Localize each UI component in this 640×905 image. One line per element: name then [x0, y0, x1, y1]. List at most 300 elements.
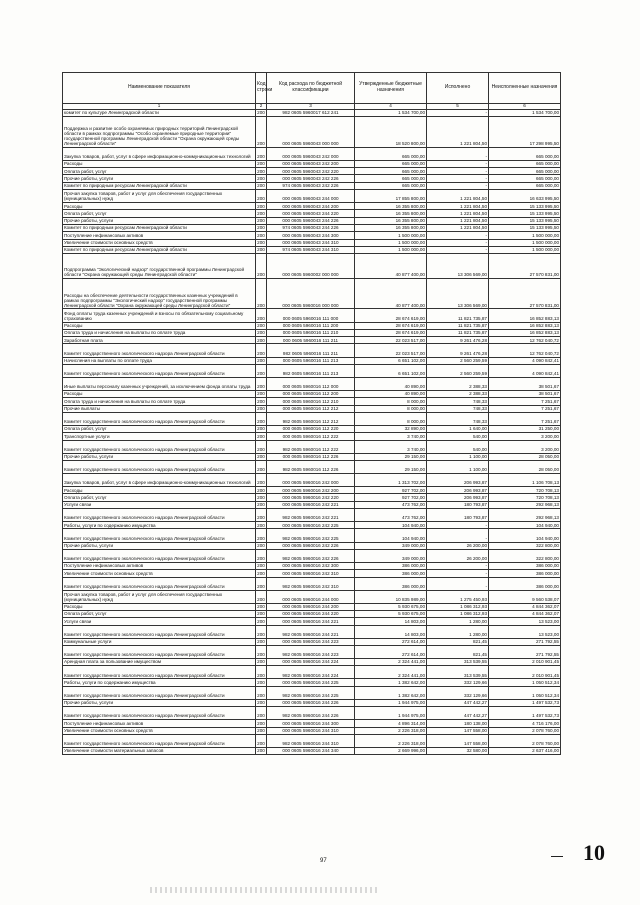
row-line-code: 200 — [257, 240, 265, 246]
table-row — [63, 405, 561, 412]
row-unexecuted-amount: 386 000,00 — [489, 577, 561, 590]
row-executed-amount: - — [427, 522, 489, 529]
table-row — [63, 246, 561, 253]
table-row — [63, 549, 561, 562]
row-approved-amount: 8 000,00 — [355, 405, 427, 412]
row-kbk-code: 982 0605 5960016 244 223 — [267, 645, 355, 658]
row-kbk-code: 000 0605 5960016 244 225 — [267, 679, 355, 686]
row-kbk-code: 000 0605 5960016 244 221 — [267, 618, 355, 625]
row-name: Коммунальные услуги — [63, 638, 256, 645]
row-line-code: 200 — [257, 454, 265, 460]
row-kbk-code: 000 0605 5960016 242 310 — [267, 570, 355, 577]
row-executed-amount: 1 100,00 — [427, 460, 489, 473]
row-name: Закупка товаров, работ, услуг в сфере информационно-коммуникационных технологий — [63, 474, 256, 487]
row-line-code: 200 — [256, 440, 267, 453]
footer-dash — [551, 856, 563, 857]
row-line-code: 200 — [256, 686, 267, 699]
row-approved-amount: 927 702,00 — [355, 494, 427, 501]
row-approved-amount: 349 000,00 — [355, 542, 427, 549]
row-line-code: 200 — [256, 734, 267, 747]
row-approved-amount: 2 226 318,00 — [355, 734, 427, 747]
row-approved-amount: 28 674 619,00 — [355, 329, 427, 336]
column-number: 3 — [267, 104, 355, 110]
row-line-code: 200 — [257, 679, 265, 685]
row-executed-amount: - — [427, 577, 489, 590]
row-unexecuted-amount: 28 050,00 — [489, 460, 561, 473]
row-unexecuted-amount: 1 050 512,34 — [489, 679, 561, 686]
row-unexecuted-amount: 38 501,67 — [489, 391, 561, 398]
row-line-code: 200 — [257, 433, 265, 439]
row-name: Прочие работы, услуги — [63, 453, 256, 460]
header-line-code: Код строки — [256, 73, 267, 104]
row-executed-amount: 1 221 804,50 — [427, 117, 489, 148]
row-name: Подпрограмма "Экологический надзор" государственной программы Ленинградской области "Охрана окружающей среды Ленинградской области" — [63, 254, 256, 279]
row-executed-amount: 180 793,87 — [427, 509, 489, 522]
table-row — [63, 412, 561, 425]
row-executed-amount: 313 539,55 — [427, 666, 489, 679]
row-kbk-code: 982 0605 5960016 244 224 — [267, 666, 355, 679]
row-unexecuted-amount: 665 000,00 — [489, 168, 561, 175]
row-kbk-code: 982 0605 5960016 112 222 — [267, 440, 355, 453]
row-executed-amount: 147 558,00 — [427, 727, 489, 734]
row-kbk-code: 000 0605 5960016 111 200 — [267, 322, 355, 329]
row-name: Работы, услуги по содержанию имущества — [63, 522, 256, 529]
column-number: 5 — [427, 104, 489, 110]
row-executed-amount: 821,45 — [427, 645, 489, 658]
row-line-code: 200 — [257, 522, 265, 528]
table-row — [63, 625, 561, 638]
row-approved-amount: 40 890,00 — [355, 377, 427, 390]
row-unexecuted-amount: 720 708,13 — [489, 494, 561, 501]
row-approved-amount: 1 382 642,00 — [355, 679, 427, 686]
row-unexecuted-amount: 1 497 532,73 — [489, 699, 561, 706]
row-name: Комитет государственного экологического надзора Ленинградской области — [63, 666, 256, 679]
row-line-code: 200 — [257, 398, 265, 404]
row-executed-amount: 9 261 476,28 — [427, 337, 489, 344]
row-approved-amount: 927 702,00 — [355, 487, 427, 494]
row-unexecuted-amount: 2 010 901,45 — [489, 666, 561, 679]
table-row — [63, 254, 561, 279]
row-executed-amount: 1 221 804,50 — [427, 217, 489, 224]
row-line-code: 200 — [257, 611, 265, 617]
row-name: Услуги связи — [63, 618, 256, 625]
row-approved-amount: 386 000,00 — [355, 577, 427, 590]
row-kbk-code: 000 0605 5960043 244 220 — [267, 210, 355, 217]
row-kbk-code: 000 0605 5960016 242 000 — [267, 474, 355, 487]
row-name: Прочие работы, услуги — [63, 542, 256, 549]
row-executed-amount: - — [427, 529, 489, 542]
row-kbk-code: 000 0605 5960016 244 340 — [267, 747, 355, 754]
row-line-code: 200 — [256, 190, 267, 203]
table-row — [63, 357, 561, 364]
row-kbk-code: 000 0605 5960016 242 225 — [267, 522, 355, 529]
row-name: Прочая закупка товаров, работ и услуг для обеспечения государственных (муниципальных) нужд — [63, 590, 256, 603]
row-unexecuted-amount: 271 792,55 — [489, 645, 561, 658]
row-unexecuted-amount: 27 570 831,00 — [489, 254, 561, 279]
row-kbk-code: 982 0605 5960016 242 225 — [267, 529, 355, 542]
row-approved-amount: 1 500 000,00 — [355, 239, 427, 246]
table-row — [63, 217, 561, 224]
row-kbk-code: 000 0605 5960016 244 224 — [267, 659, 355, 666]
row-kbk-code: 982 0605 5960017 612 241 — [267, 110, 355, 117]
row-executed-amount: 447 442,27 — [427, 699, 489, 706]
budget-report-table — [62, 72, 561, 755]
row-approved-amount: 22 023 517,00 — [355, 337, 427, 344]
row-line-code: 200 — [256, 254, 267, 279]
row-executed-amount: 11 821 735,87 — [427, 329, 489, 336]
row-line-code: 200 — [257, 570, 265, 576]
row-unexecuted-amount: 1 500 000,00 — [489, 232, 561, 239]
row-line-code: 200 — [257, 720, 265, 726]
row-line-code: 200 — [257, 659, 265, 665]
row-unexecuted-amount: 386 000,00 — [489, 570, 561, 577]
row-unexecuted-amount: 292 968,13 — [489, 509, 561, 522]
row-unexecuted-amount: 15 133 995,50 — [489, 210, 561, 217]
row-approved-amount: 18 520 800,00 — [355, 117, 427, 148]
table-row — [63, 570, 561, 577]
table-row — [63, 182, 561, 189]
row-kbk-code: 982 0605 5960016 244 221 — [267, 625, 355, 638]
row-approved-amount: 349 000,00 — [355, 549, 427, 562]
row-kbk-code: 000 0605 5960016 112 220 — [267, 425, 355, 432]
row-unexecuted-amount: 1 500 000,00 — [489, 239, 561, 246]
table-row — [63, 309, 561, 322]
table-row — [63, 190, 561, 203]
row-line-code: 200 — [256, 645, 267, 658]
row-name: Комитет государственного экологического надзора Ленинградской области — [63, 645, 256, 658]
table-row — [63, 175, 561, 182]
row-approved-amount: 32 890,00 — [355, 425, 427, 432]
row-name: Закупка товаров, работ, услуг в сфере информационно-коммуникационных технологий — [63, 147, 256, 160]
row-kbk-code: 000 0605 5960043 242 226 — [267, 175, 355, 182]
row-executed-amount: 1 086 312,93 — [427, 611, 489, 618]
header-unexecuted-assignments: Неисполненные назначения — [489, 73, 561, 104]
row-kbk-code: 974 0605 5960043 242 226 — [267, 182, 355, 189]
row-approved-amount: 17 855 800,00 — [355, 190, 427, 203]
row-approved-amount: 29 150,00 — [355, 460, 427, 473]
row-executed-amount: - — [427, 562, 489, 569]
row-line-code: 200 — [257, 168, 265, 174]
row-approved-amount: 665 000,00 — [355, 160, 427, 167]
row-name: Прочие выплаты — [63, 405, 256, 412]
table-row — [63, 391, 561, 398]
row-line-code: 200 — [257, 494, 265, 500]
table-row — [63, 425, 561, 432]
row-executed-amount: - — [427, 168, 489, 175]
row-line-code: 200 — [256, 549, 267, 562]
table-row — [63, 147, 561, 160]
table-row — [63, 494, 561, 501]
header-budget-classification-code: Код расхода по бюджетной классификации — [267, 73, 355, 104]
row-approved-amount: 10 835 989,00 — [355, 590, 427, 603]
row-unexecuted-amount: 38 501,67 — [489, 377, 561, 390]
row-line-code: 200 — [257, 604, 265, 610]
row-executed-amount: 180 793,87 — [427, 501, 489, 508]
row-kbk-code: 974 0605 5960043 244 226 — [267, 225, 355, 232]
row-unexecuted-amount: 15 133 995,50 — [489, 217, 561, 224]
row-line-code: 200 — [256, 460, 267, 473]
row-kbk-code: 000 0605 5960016 112 222 — [267, 433, 355, 440]
row-kbk-code: 000 0605 5960016 111 211 — [267, 337, 355, 344]
column-number: 6 — [489, 104, 561, 110]
row-line-code: 200 — [257, 487, 265, 493]
row-unexecuted-amount: 2 078 760,00 — [489, 734, 561, 747]
row-kbk-code: 000 0605 5960002 000 000 — [267, 254, 355, 279]
row-kbk-code: 000 0605 5960016 111 210 — [267, 329, 355, 336]
row-name: Комитет государственного экологического надзора Ленинградской области — [63, 460, 256, 473]
row-unexecuted-amount: 31 250,00 — [489, 425, 561, 432]
row-name: Иные выплаты персоналу казенных учреждений, за исключением фонда оплаты труда — [63, 377, 256, 390]
table-row — [63, 487, 561, 494]
row-unexecuted-amount: 2 010 901,45 — [489, 659, 561, 666]
row-line-code: 200 — [256, 529, 267, 542]
row-name: Расходы — [63, 487, 256, 494]
row-name: Комитет по природным ресурсам Ленинградской области — [63, 225, 256, 232]
row-name: Поступление нефинансовых активов — [63, 232, 256, 239]
row-unexecuted-amount: 1 500 000,00 — [489, 246, 561, 253]
row-name: Фонд оплаты труда казенных учреждений и взносы по обязательному социальному страхованию — [63, 309, 256, 322]
table-row — [63, 337, 561, 344]
table-row — [63, 440, 561, 453]
row-name: Комитет государственного экологического надзора Ленинградской области — [63, 549, 256, 562]
row-approved-amount: 28 674 619,00 — [355, 309, 427, 322]
row-line-code: 200 — [257, 210, 265, 216]
row-executed-amount: 332 129,66 — [427, 686, 489, 699]
row-unexecuted-amount: 4 090 842,41 — [489, 357, 561, 364]
row-line-code: 200 — [256, 117, 267, 148]
row-kbk-code: 000 0605 5960016 112 000 — [267, 377, 355, 390]
row-unexecuted-amount: 15 133 995,50 — [489, 225, 561, 232]
row-name: Расходы — [63, 203, 256, 210]
row-name: Транспортные услуги — [63, 433, 256, 440]
row-executed-amount: - — [427, 232, 489, 239]
row-name: Увеличение стоимости основных средств — [63, 727, 256, 734]
row-name: Услуги связи — [63, 501, 256, 508]
row-line-code: 200 — [256, 344, 267, 357]
row-approved-amount: 1 382 642,00 — [355, 686, 427, 699]
row-kbk-code: 982 0605 5960016 111 213 — [267, 364, 355, 377]
table-row — [63, 727, 561, 734]
row-kbk-code: 000 0605 5960016 244 310 — [267, 727, 355, 734]
row-unexecuted-amount: 1 050 512,34 — [489, 686, 561, 699]
row-line-code: 200 — [257, 175, 265, 181]
row-approved-amount: 1 534 700,00 — [355, 110, 427, 117]
row-line-code: 200 — [256, 509, 267, 522]
row-approved-amount: 2 324 441,00 — [355, 659, 427, 666]
row-name: Оплата работ, услуг — [63, 210, 256, 217]
row-executed-amount: 13 306 569,00 — [427, 254, 489, 279]
row-unexecuted-amount: 16 852 883,13 — [489, 322, 561, 329]
row-kbk-code: 000 0605 5960016 112 200 — [267, 391, 355, 398]
row-unexecuted-amount: 1 534 700,00 — [489, 110, 561, 117]
table-row — [63, 529, 561, 542]
row-approved-amount: 473 762,00 — [355, 501, 427, 508]
row-unexecuted-amount: 9 560 538,07 — [489, 590, 561, 603]
row-executed-amount: 2 388,33 — [427, 391, 489, 398]
row-line-code: 200 — [256, 364, 267, 377]
row-name: Увеличение стоимости материальных запасов — [63, 747, 256, 754]
row-approved-amount: 29 150,00 — [355, 453, 427, 460]
row-unexecuted-amount: 104 940,00 — [489, 522, 561, 529]
row-line-code: 200 — [257, 700, 265, 706]
table-row — [63, 542, 561, 549]
row-line-code: 200 — [257, 748, 265, 754]
row-name: Оплата труда и начисления на выплаты по оплате труда — [63, 398, 256, 405]
row-kbk-code: 000 0605 5960016 242 226 — [267, 542, 355, 549]
row-unexecuted-amount: 3 200,00 — [489, 440, 561, 453]
row-executed-amount: 1 221 804,50 — [427, 203, 489, 210]
row-executed-amount: 206 993,87 — [427, 474, 489, 487]
row-kbk-code: 000 0605 5960016 000 000 — [267, 278, 355, 309]
table-row — [63, 509, 561, 522]
table-row — [63, 398, 561, 405]
row-executed-amount: 540,00 — [427, 440, 489, 453]
table-row — [63, 562, 561, 569]
row-line-code: 200 — [257, 727, 265, 733]
row-unexecuted-amount: 4 844 362,07 — [489, 603, 561, 610]
row-name: Расходы — [63, 322, 256, 329]
row-executed-amount: 1 221 804,50 — [427, 225, 489, 232]
table-row — [63, 160, 561, 167]
row-line-code: 200 — [257, 247, 265, 253]
table-row — [63, 707, 561, 720]
table-body — [63, 110, 561, 755]
row-line-code: 200 — [257, 110, 265, 116]
table-row — [63, 474, 561, 487]
table-row — [63, 577, 561, 590]
row-executed-amount: 1 221 804,50 — [427, 210, 489, 217]
row-unexecuted-amount: 7 251,67 — [489, 405, 561, 412]
row-line-code: 200 — [257, 218, 265, 224]
row-approved-amount: 473 762,00 — [355, 509, 427, 522]
row-approved-amount: 1 500 000,00 — [355, 232, 427, 239]
row-kbk-code: 982 0605 5960016 242 310 — [267, 577, 355, 590]
row-unexecuted-amount: 665 000,00 — [489, 182, 561, 189]
row-approved-amount: 3 740,00 — [355, 433, 427, 440]
row-approved-amount: 665 000,00 — [355, 175, 427, 182]
row-kbk-code: 000 0605 5960043 244 310 — [267, 239, 355, 246]
row-approved-amount: 40 877 400,00 — [355, 278, 427, 309]
row-executed-amount: - — [427, 570, 489, 577]
row-line-code: 200 — [257, 639, 265, 645]
row-name: Прочая закупка товаров, работ и услуг для обеспечения государственных (муниципальных) нужд — [63, 190, 256, 203]
row-name: Комитет государственного экологического надзора Ленинградской области — [63, 707, 256, 720]
row-line-code: 200 — [256, 377, 267, 390]
row-approved-amount: 6 651 102,00 — [355, 364, 427, 377]
row-kbk-code: 000 0605 5960016 242 220 — [267, 494, 355, 501]
row-approved-amount: 272 614,00 — [355, 638, 427, 645]
row-line-code: 200 — [256, 707, 267, 720]
table-row — [63, 679, 561, 686]
row-name: Комитет по природным ресурсам Ленинградской области — [63, 246, 256, 253]
row-executed-amount: 748,33 — [427, 405, 489, 412]
row-approved-amount: 5 930 675,00 — [355, 603, 427, 610]
row-name: Комитет государственного экологического надзора Ленинградской области — [63, 344, 256, 357]
row-executed-amount: 2 388,33 — [427, 377, 489, 390]
table-row — [63, 645, 561, 658]
row-name: Арендная плата за пользование имуществом — [63, 659, 256, 666]
row-kbk-code: 982 0605 5960016 242 221 — [267, 509, 355, 522]
row-name: Комитет государственного экологического надзора Ленинградской области — [63, 686, 256, 699]
row-line-code: 200 — [257, 357, 265, 363]
row-approved-amount: 40 877 400,00 — [355, 254, 427, 279]
row-approved-amount: 104 940,00 — [355, 522, 427, 529]
row-unexecuted-amount: 27 570 831,00 — [489, 278, 561, 309]
row-executed-amount: 11 821 735,87 — [427, 309, 489, 322]
table-row — [63, 747, 561, 754]
header-executed: Исполнено — [427, 73, 489, 104]
row-unexecuted-amount: 4 716 176,00 — [489, 720, 561, 727]
row-unexecuted-amount: 16 852 883,13 — [489, 309, 561, 322]
row-name: комитет по культуре Ленинградской области — [63, 110, 256, 117]
row-executed-amount: 1 221 804,50 — [427, 190, 489, 203]
row-executed-amount: 540,00 — [427, 433, 489, 440]
row-kbk-code: 000 0605 5960016 244 000 — [267, 590, 355, 603]
row-name: Оплата работ, услуг — [63, 168, 256, 175]
row-name: Комитет государственного экологического надзора Ленинградской области — [63, 529, 256, 542]
row-kbk-code: 000 0605 5960016 112 210 — [267, 398, 355, 405]
row-approved-amount: 104 940,00 — [355, 529, 427, 542]
row-line-code: 200 — [257, 618, 265, 624]
table-row — [63, 686, 561, 699]
row-line-code: 200 — [257, 225, 265, 231]
row-unexecuted-amount: 386 000,00 — [489, 562, 561, 569]
row-name: Прочие работы, услуги — [63, 175, 256, 182]
row-executed-amount: 206 993,87 — [427, 487, 489, 494]
row-line-code: 200 — [257, 322, 265, 328]
table-header-row — [63, 73, 561, 104]
row-kbk-code: 000 0605 5960043 244 200 — [267, 203, 355, 210]
row-executed-amount: 1 640,00 — [427, 425, 489, 432]
table-row — [63, 203, 561, 210]
row-name: Комитет государственного экологического надзора Ленинградской области — [63, 625, 256, 638]
row-unexecuted-amount: 322 800,00 — [489, 549, 561, 562]
row-approved-amount: 1 944 975,00 — [355, 707, 427, 720]
table-row — [63, 501, 561, 508]
row-kbk-code: 000 0605 5960016 244 223 — [267, 638, 355, 645]
row-unexecuted-amount: 12 762 040,72 — [489, 337, 561, 344]
row-kbk-code: 982 0605 5960016 111 211 — [267, 344, 355, 357]
table-row — [63, 666, 561, 679]
row-name: Поступление нефинансовых активов — [63, 562, 256, 569]
row-approved-amount: 22 023 517,00 — [355, 344, 427, 357]
row-executed-amount: 9 261 476,28 — [427, 344, 489, 357]
row-executed-amount: 748,33 — [427, 398, 489, 405]
row-executed-amount: 147 558,00 — [427, 734, 489, 747]
row-name: Работы, услуги по содержанию имущества — [63, 679, 256, 686]
row-line-code: 200 — [257, 330, 265, 336]
row-approved-amount: 8 000,00 — [355, 412, 427, 425]
row-approved-amount: 386 000,00 — [355, 562, 427, 569]
row-unexecuted-amount: 1 497 532,73 — [489, 707, 561, 720]
row-executed-amount: 821,45 — [427, 638, 489, 645]
row-line-code: 200 — [256, 625, 267, 638]
table-row — [63, 110, 561, 117]
row-approved-amount: 665 000,00 — [355, 168, 427, 175]
row-name: Комитет государственного экологического надзора Ленинградской области — [63, 412, 256, 425]
row-kbk-code: 000 0605 5960016 244 200 — [267, 603, 355, 610]
row-approved-amount: 1 944 975,00 — [355, 699, 427, 706]
row-kbk-code: 000 0605 5960043 242 000 — [267, 147, 355, 160]
row-unexecuted-amount: 104 940,00 — [489, 529, 561, 542]
table-row — [63, 453, 561, 460]
table-row — [63, 344, 561, 357]
row-unexecuted-amount: 3 200,00 — [489, 433, 561, 440]
row-approved-amount: 16 355 800,00 — [355, 225, 427, 232]
row-name: Комитет государственного экологического надзора Ленинградской области — [63, 577, 256, 590]
table-row — [63, 364, 561, 377]
row-unexecuted-amount: 12 762 040,72 — [489, 344, 561, 357]
